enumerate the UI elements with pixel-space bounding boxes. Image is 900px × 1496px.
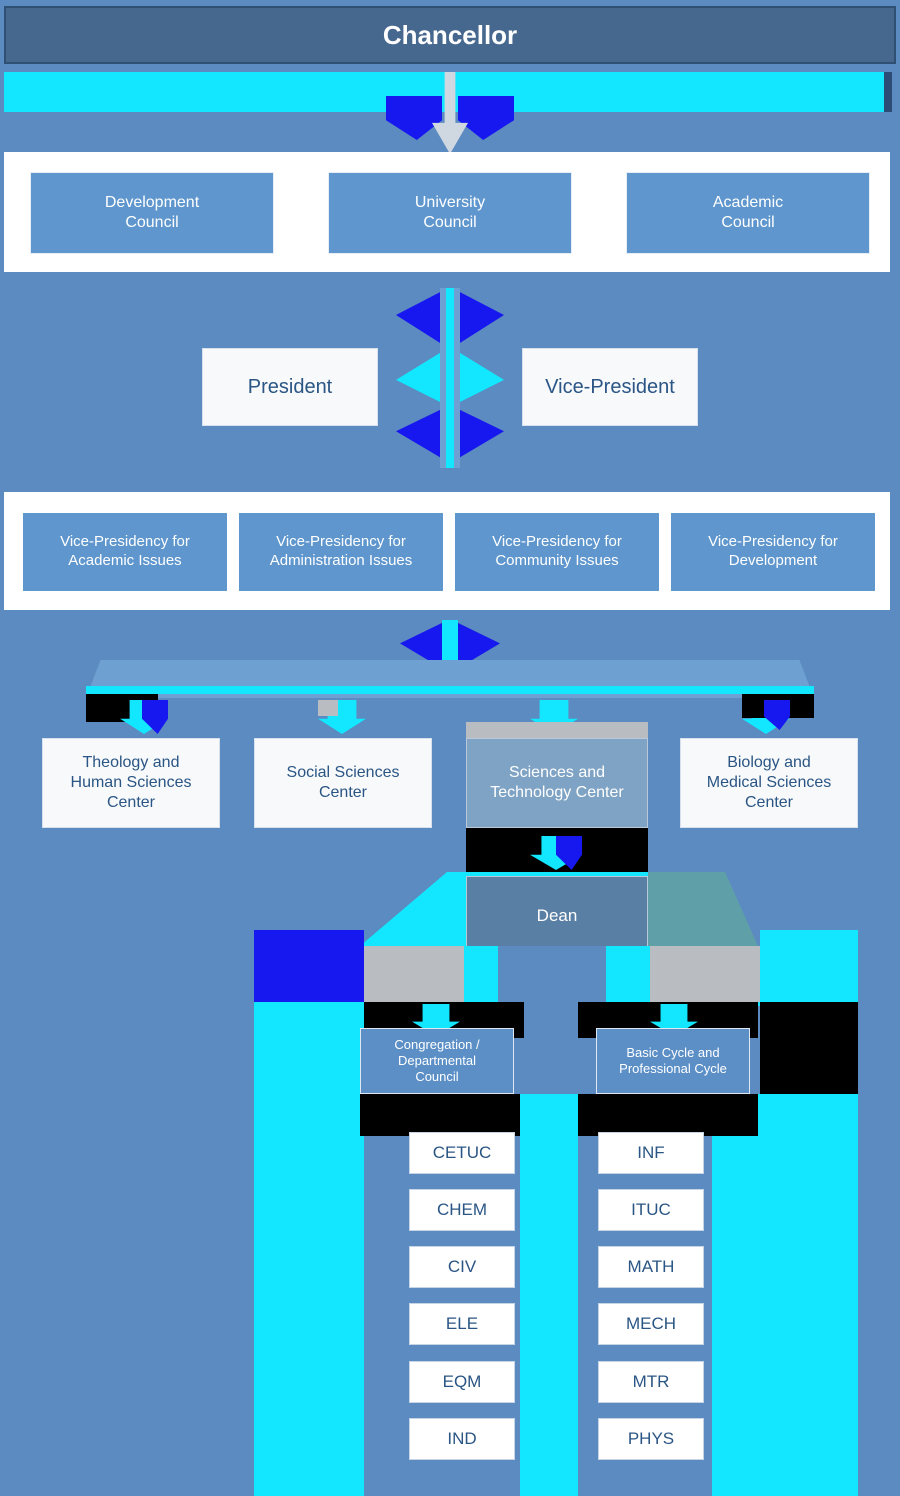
band-edge [884, 72, 892, 112]
council-development-label: Development Council [104, 194, 200, 231]
node-dept-civ[interactable]: CIV [409, 1246, 515, 1288]
connector-glyph [650, 946, 760, 1002]
council-academic-label: Academic Council [712, 194, 784, 231]
rail-mid [520, 1094, 578, 1496]
node-dept-ele[interactable]: ELE [409, 1303, 515, 1345]
connector-glyph [386, 96, 442, 140]
node-vp-community[interactable]: Vice-Presidency for Community Issues [454, 512, 660, 592]
connector-gap [498, 946, 606, 1008]
connector-glyph [648, 872, 758, 946]
council-university-label: University Council [414, 194, 486, 231]
node-dept-cetuc[interactable]: CETUC [409, 1132, 515, 1174]
node-dept-chem[interactable]: CHEM [409, 1189, 515, 1231]
node-center-theology[interactable]: Theology and Human Sciences Center [42, 738, 220, 828]
connector-glyph [254, 930, 364, 1012]
connector-glyph [760, 930, 858, 1012]
node-center-biology[interactable]: Biology and Medical Sciences Center [680, 738, 858, 828]
connector-glyph [364, 946, 464, 1002]
council-academic[interactable] [626, 172, 870, 254]
connector-shadow [760, 1002, 858, 1094]
connector-glyph [458, 96, 514, 140]
page-title: Chancellor [4, 6, 896, 64]
node-center-social[interactable]: Social Sciences Center [254, 738, 432, 828]
rail-right-outer [758, 1094, 858, 1496]
node-dept-phys[interactable]: PHYS [598, 1418, 704, 1460]
node-vp-administration[interactable]: Vice-Presidency for Administration Issues [238, 512, 444, 592]
node-dept-mtr[interactable]: MTR [598, 1361, 704, 1403]
node-dept-ituc[interactable]: ITUC [598, 1189, 704, 1231]
node-dept-inf[interactable]: INF [598, 1132, 704, 1174]
node-dept-mech[interactable]: MECH [598, 1303, 704, 1345]
node-basic-cycle[interactable]: Basic Cycle and Professional Cycle [596, 1028, 750, 1094]
node-dept-ind[interactable]: IND [409, 1418, 515, 1460]
rail-left-cap [360, 1094, 520, 1136]
council-university[interactable] [328, 172, 572, 254]
council-development[interactable] [30, 172, 274, 254]
connector-stem-core [446, 288, 454, 468]
node-vp-development[interactable]: Vice-Presidency for Development [670, 512, 876, 592]
connector-glyph [254, 1002, 364, 1094]
node-congregation-council[interactable]: Congregation / Departmental Council [360, 1028, 514, 1094]
node-center-sciences[interactable]: Sciences and Technology Center [466, 738, 648, 828]
rail-right-inner [712, 1136, 760, 1496]
node-vice-president[interactable]: Vice-President [522, 348, 698, 426]
node-dept-eqm[interactable]: EQM [409, 1361, 515, 1403]
connector-shadow [318, 700, 338, 716]
node-vp-academic[interactable]: Vice-Presidency for Academic Issues [22, 512, 228, 592]
rail-right-cap [578, 1094, 758, 1136]
node-dept-math[interactable]: MATH [598, 1246, 704, 1288]
rail-left-inner [306, 1136, 364, 1496]
centers-distribution-bar-accent [86, 686, 814, 694]
node-president[interactable]: President [202, 348, 378, 426]
node-dean[interactable]: Dean [466, 876, 648, 956]
